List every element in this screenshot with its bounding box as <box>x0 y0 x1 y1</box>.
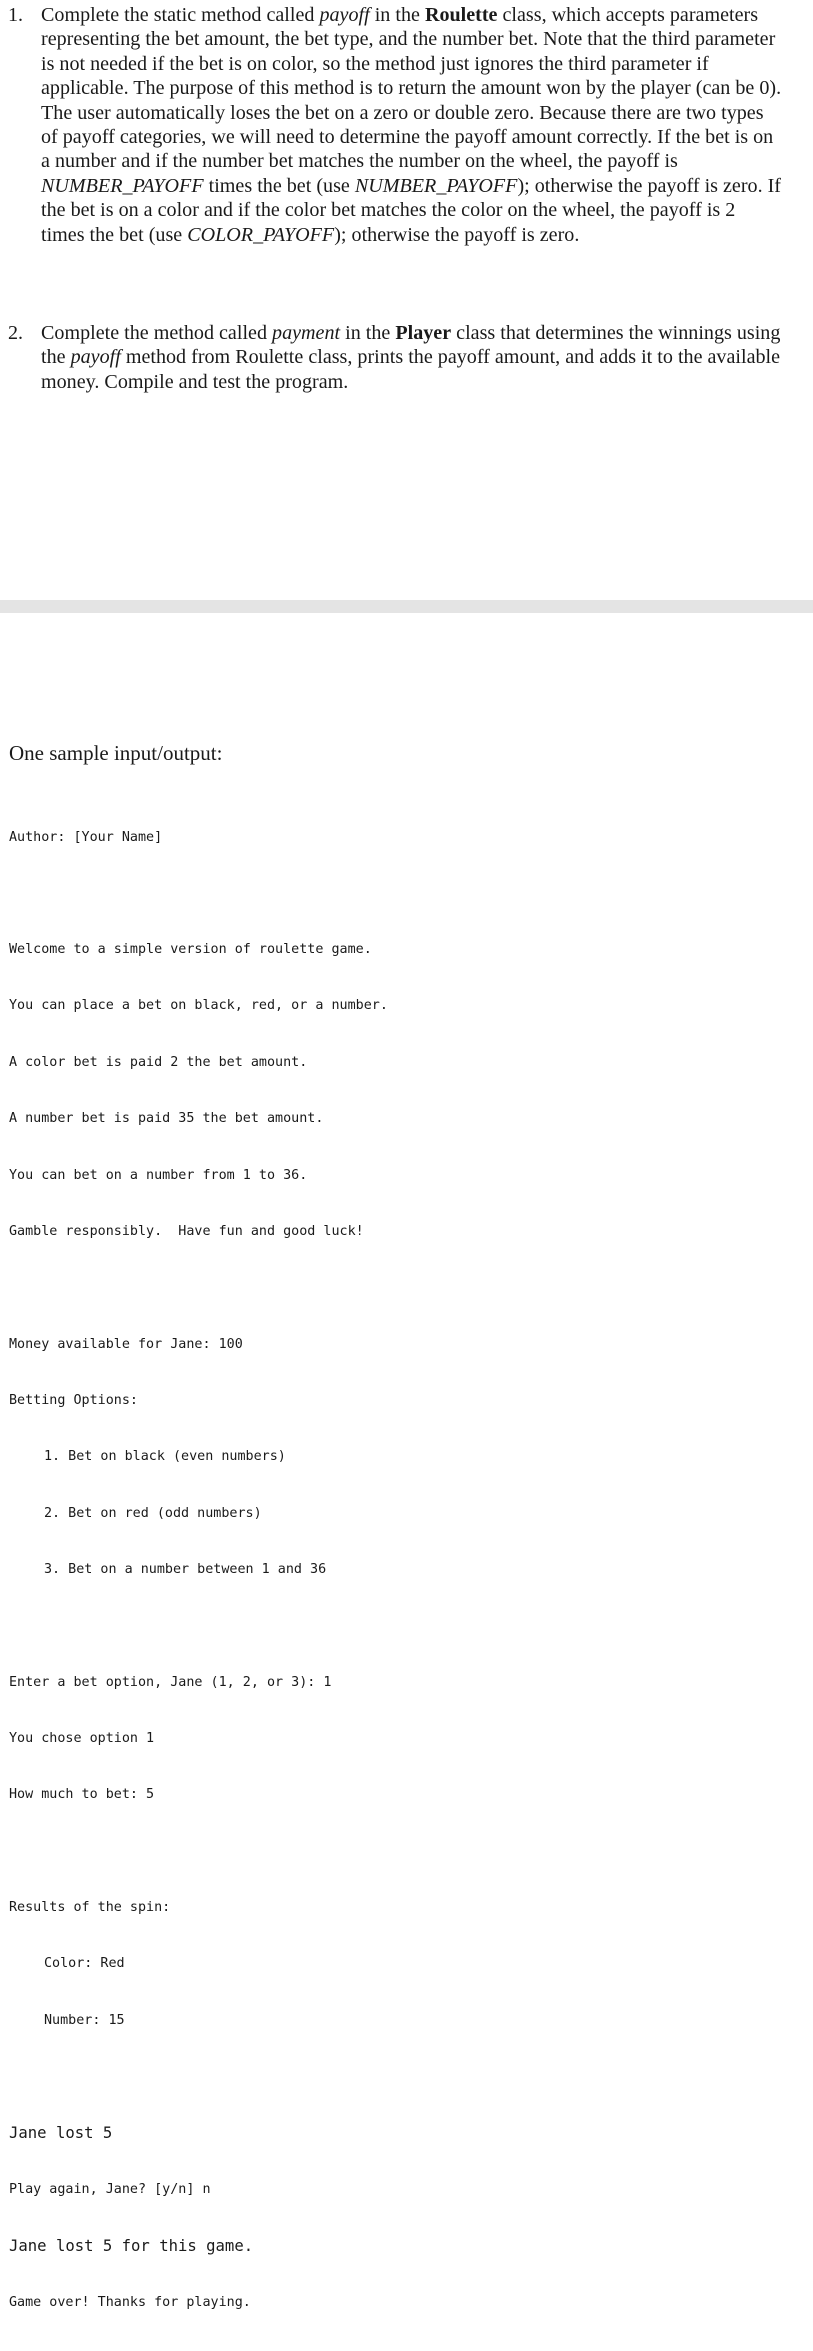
bet-prompt-line: You chose option 1 <box>9 1730 155 1746</box>
task-item-2 <box>0 321 813 394</box>
option-line: 3. Bet on a number between 1 and 36 <box>44 1562 327 1578</box>
option-line: 1. Bet on black (even numbers) <box>44 1449 286 1465</box>
welcome-line: Gamble responsibly. Have fun and good luck! <box>9 1224 364 1240</box>
document-page-bottom <box>0 613 813 2311</box>
author-line: Author: [Your Name] <box>9 829 163 845</box>
welcome-line: Welcome to a simple version of roulette game. <box>9 942 372 958</box>
result-line: Color: Red <box>44 1956 125 1972</box>
sample-heading: One sample input/output: <box>9 741 223 765</box>
task-item-1 <box>0 3 813 247</box>
money-line: Money available for Jane: 100 <box>9 1336 243 1352</box>
bet-prompt-line: How much to bet: 5 <box>9 1787 155 1803</box>
console-output <box>9 791 388 2351</box>
task-list <box>0 3 813 393</box>
welcome-line: You can bet on a number from 1 to 36. <box>9 1167 308 1183</box>
bet-prompt-line: Enter a bet option, Jane (1, 2, or 3): 1 <box>9 1674 332 1690</box>
welcome-line: A color bet is paid 2 the bet amount. <box>9 1054 308 1070</box>
result-line: Number: 15 <box>44 2012 125 2028</box>
welcome-line: A number bet is paid 35 the bet amount. <box>9 1111 324 1127</box>
task-text: Complete the static method called payoff in the Roulette class, which accepts parameters representing the bet amount, the bet type, and the number bet. Note that the third parameter is not needed if the bet is on color, so the method just ignores the third parameter if applicable. The purpose of this method is to return the amount won by the player (can be 0). The user automatically loses the bet on a zero or double zero. Because there are two types of payoff categories, we will need to determine the payoff amount correctly. If the bet is on a number and if the number bet matches the number on the wheel, the payoff is NUMBER_PAYOFF times the bet (use NUMBER_PAYOFF); otherwise the payoff is zero. If the bet is on a color and if the color bet matches the color on the wheel, the payoff is 2 times the bet (use COLOR_PAYOFF); otherwise the payoff is zero. <box>41 4 782 246</box>
option-line: 2. Bet on red (odd numbers) <box>44 1505 262 1521</box>
play-again-line: Play again, Jane? [y/n] n <box>9 2182 211 2198</box>
task-number: 1. <box>8 4 24 26</box>
game-over-line: Game over! Thanks for playing. <box>9 2295 251 2311</box>
results-title: Results of the spin: <box>9 1899 171 1915</box>
task-text: Complete the method called payment in the Player class that determines the winnings using the payoff method from Roulette class, prints the payoff amount, and adds it to the available money. Compile and test the program. <box>41 322 781 393</box>
welcome-line: You can place a bet on black, red, or a number. <box>9 998 388 1014</box>
document-page-top <box>0 0 813 600</box>
task-number: 2. <box>8 322 24 344</box>
lost-game-line: Jane lost 5 for this game. <box>9 2237 254 2256</box>
options-title: Betting Options: <box>9 1392 138 1408</box>
page-divider <box>0 600 813 613</box>
lost-line: Jane lost 5 <box>9 2124 113 2143</box>
